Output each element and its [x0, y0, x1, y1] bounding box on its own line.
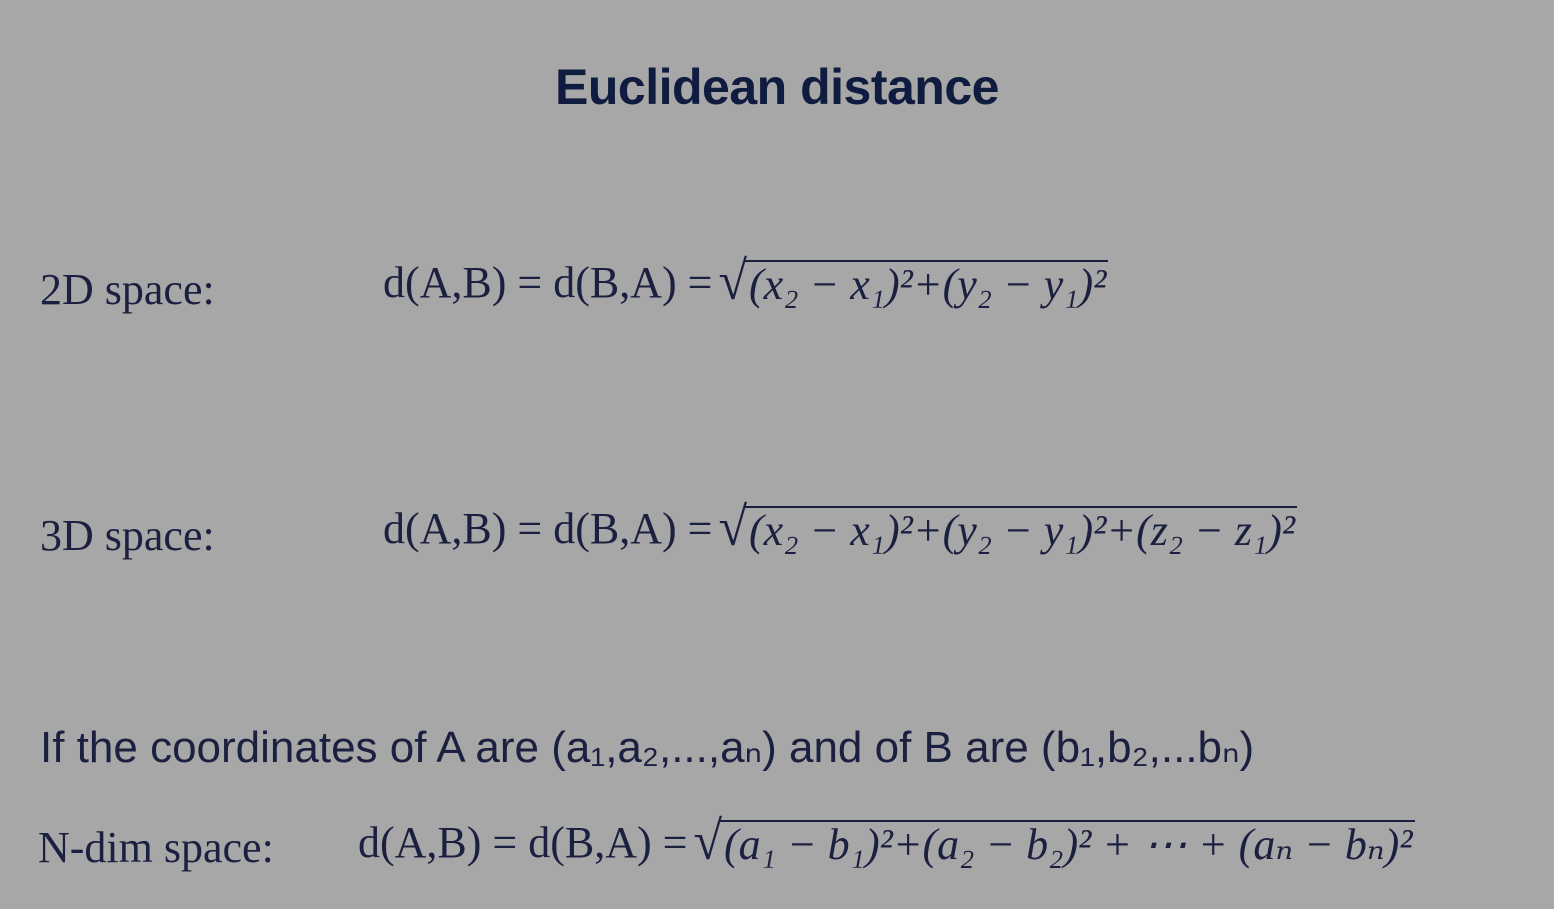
- formula-3d: [383, 497, 1297, 558]
- formula-ndim-lhs: d(A,B) = d(B,A) =: [358, 818, 688, 867]
- page-title: Euclidean distance: [555, 59, 999, 115]
- sqrt-icon: √: [718, 251, 748, 312]
- coordinates-statement: If the coordinates of A are (a₁,a₂,...,aₙ) and of B are (b₁,b₂,...bₙ): [40, 723, 1255, 772]
- formula-2d-lhs: d(A,B) = d(B,A) =: [383, 258, 713, 307]
- formula-ndim: [358, 811, 1415, 872]
- label-ndim-space: N-dim space:: [38, 823, 274, 872]
- formula-2d: [383, 251, 1108, 312]
- formula-3d-lhs: d(A,B) = d(B,A) =: [383, 504, 713, 553]
- formula-2d-radicand: (x₂ − x₁)²+(y₂ − y₁)²: [745, 260, 1108, 308]
- formula-ndim-radicand: (a₁ − b₁)²+(a₂ − b₂)² + ⋯ + (aₙ − bₙ)²: [720, 820, 1415, 868]
- label-3d-space: 3D space:: [40, 511, 215, 560]
- label-2d-space: 2D space:: [40, 265, 215, 314]
- sqrt-icon: √: [693, 811, 723, 872]
- formula-3d-radicand: (x₂ − x₁)²+(y₂ − y₁)²+(z₂ − z₁)²: [745, 506, 1297, 554]
- sqrt-icon: √: [718, 497, 748, 558]
